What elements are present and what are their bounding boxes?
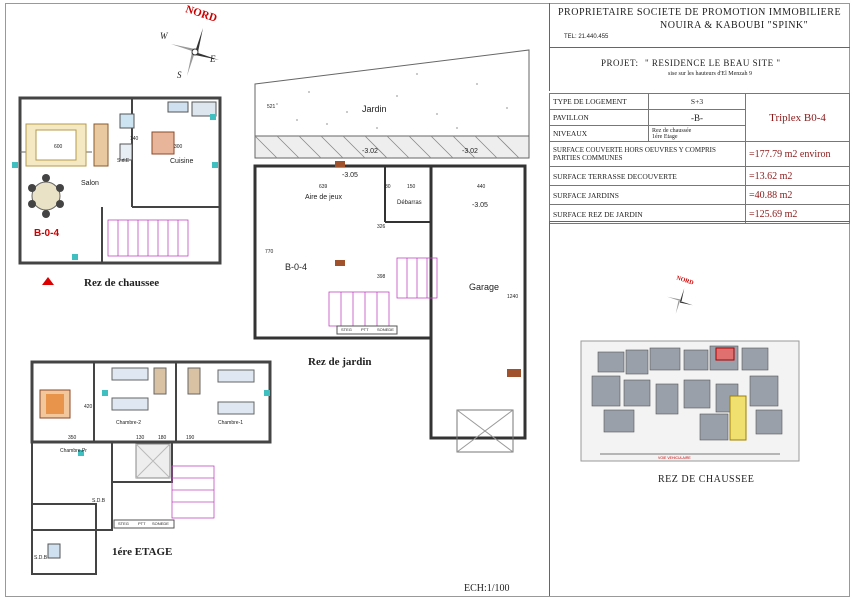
room-label: Garage [469,282,500,292]
niveaux-label: NIVEAUX [550,126,649,142]
dim-label: 639 [319,184,328,190]
pavillon-value: -B- [649,110,746,126]
room-label: Aire de jeux [305,194,342,201]
owner-name-1: SOCIETE DE PROMOTION IMMOBILIERE [637,7,842,18]
level-label: -3.02 [362,148,378,155]
dim-label: 770 [265,249,274,255]
dim-label: 350 [68,435,77,441]
dim-label: 180 [158,435,167,441]
surface-row-value: =177.79 m2 environ [746,142,850,167]
dim-label: 420 [84,404,93,410]
site-plan [580,340,800,462]
stair-label: PTT [361,327,369,332]
plan-rez-chaussee-drawing [12,92,227,268]
room-label: Salon [81,180,99,187]
plan-caption: Rez de chaussee [84,277,160,289]
site-plan-drawing [580,340,800,462]
projet-name: " RESIDENCE LE BEAU SITE " [645,58,781,68]
entrance-arrow-icon [42,277,54,285]
surface-row-value: =40.88 m2 [746,186,850,205]
room-label: Jardin [362,104,387,114]
plan-rez-jardin-drawing [237,44,547,456]
dim-label: 326 [377,224,386,230]
room-label: S.d.E [117,158,130,164]
compass-s: S [177,70,182,80]
plan-rez-jardin [237,44,547,456]
plan-caption: 1ére ETAGE [112,546,173,558]
dim-label: 1240 [507,294,519,300]
owner-box [550,3,850,48]
pavillon-label: PAVILLON [550,110,649,126]
stair-label: STEG [118,521,129,526]
room-label: Débarras [397,200,422,206]
level-label: -3.05 [472,202,488,209]
projet-label: PROJET: [601,58,639,68]
unit-label: B-0-4 [285,262,308,272]
dim-label: 150 [407,184,416,190]
info-table [549,93,850,224]
road-label: VOIE VEHICULAIRE [658,456,691,460]
room-label: S.D.B [34,555,48,561]
compass-nord-label: NORD [675,275,695,287]
owner-label: PROPRIETAIRE : [558,7,641,18]
type-value: S+3 [649,94,746,110]
surface-row-value: =125.69 m2 [746,205,850,224]
niveaux-value: Rez de chaussée 1ére Etage [649,126,746,142]
owner-name-2: NOUIRA & KABOUBI "SPINK" [660,20,809,31]
room-label: Cuisine [170,158,194,165]
compass-rose-icon [165,22,225,82]
stair-label: SONEDE [377,327,394,332]
compass-nord-label: NORD [183,3,219,25]
stair-label: SONEDE [152,521,169,526]
surface-row-label: SURFACE COUVERTE HORS OEUVRES Y COMPRIS PARTIES COMMUNES [550,142,746,167]
type-label: TYPE DE LOGEMENT [550,94,649,110]
dim-label: 600 [54,144,63,150]
surface-row-label: SURFACE TERRASSE DECOUVERTE [550,167,746,186]
dim-label: 80 [385,184,391,190]
compass-w: W [160,31,168,41]
surface-row-label: SURFACE JARDINS [550,186,746,205]
dim-label: 300 [174,144,183,150]
dim-label: 130 [136,435,145,441]
dim-label: 140 [130,136,139,142]
site-caption: REZ DE CHAUSSEE [658,474,755,485]
dim-label: 521 [267,104,276,110]
compass-site [660,275,700,320]
unit-name: Triplex B0-4 [746,94,850,142]
room-label: S.D.B [92,498,106,504]
compass-main [155,3,235,83]
plan-rez-chaussee [12,92,227,268]
title-block [549,3,850,91]
compass-e: E [210,54,216,64]
compass-rose-icon [664,285,696,317]
room-label: Chambre.Pr [60,448,87,454]
dim-label: 440 [477,184,486,190]
plan-caption: Rez de jardin [308,356,372,368]
level-label: -3.02 [462,148,478,155]
owner-tel: TEL: 21.440.455 [564,34,609,40]
room-label: Chambre-1 [218,420,244,426]
dim-label: 398 [377,274,386,280]
stair-label: STEG [341,327,352,332]
unit-label: B-0-4 [34,228,60,239]
projet-location: sise sur les hauteurs d'El Menzah 9 [668,71,753,77]
level-label: -3.05 [342,172,358,179]
stair-label: PTT [138,521,146,526]
surface-row-label: SURFACE REZ DE JARDIN [550,205,746,224]
room-label: Chambre-2 [116,420,142,426]
scale-label: ECH:1/100 [464,583,510,594]
surface-row-value: =13.62 m2 [746,167,850,186]
dim-label: 190 [186,435,195,441]
